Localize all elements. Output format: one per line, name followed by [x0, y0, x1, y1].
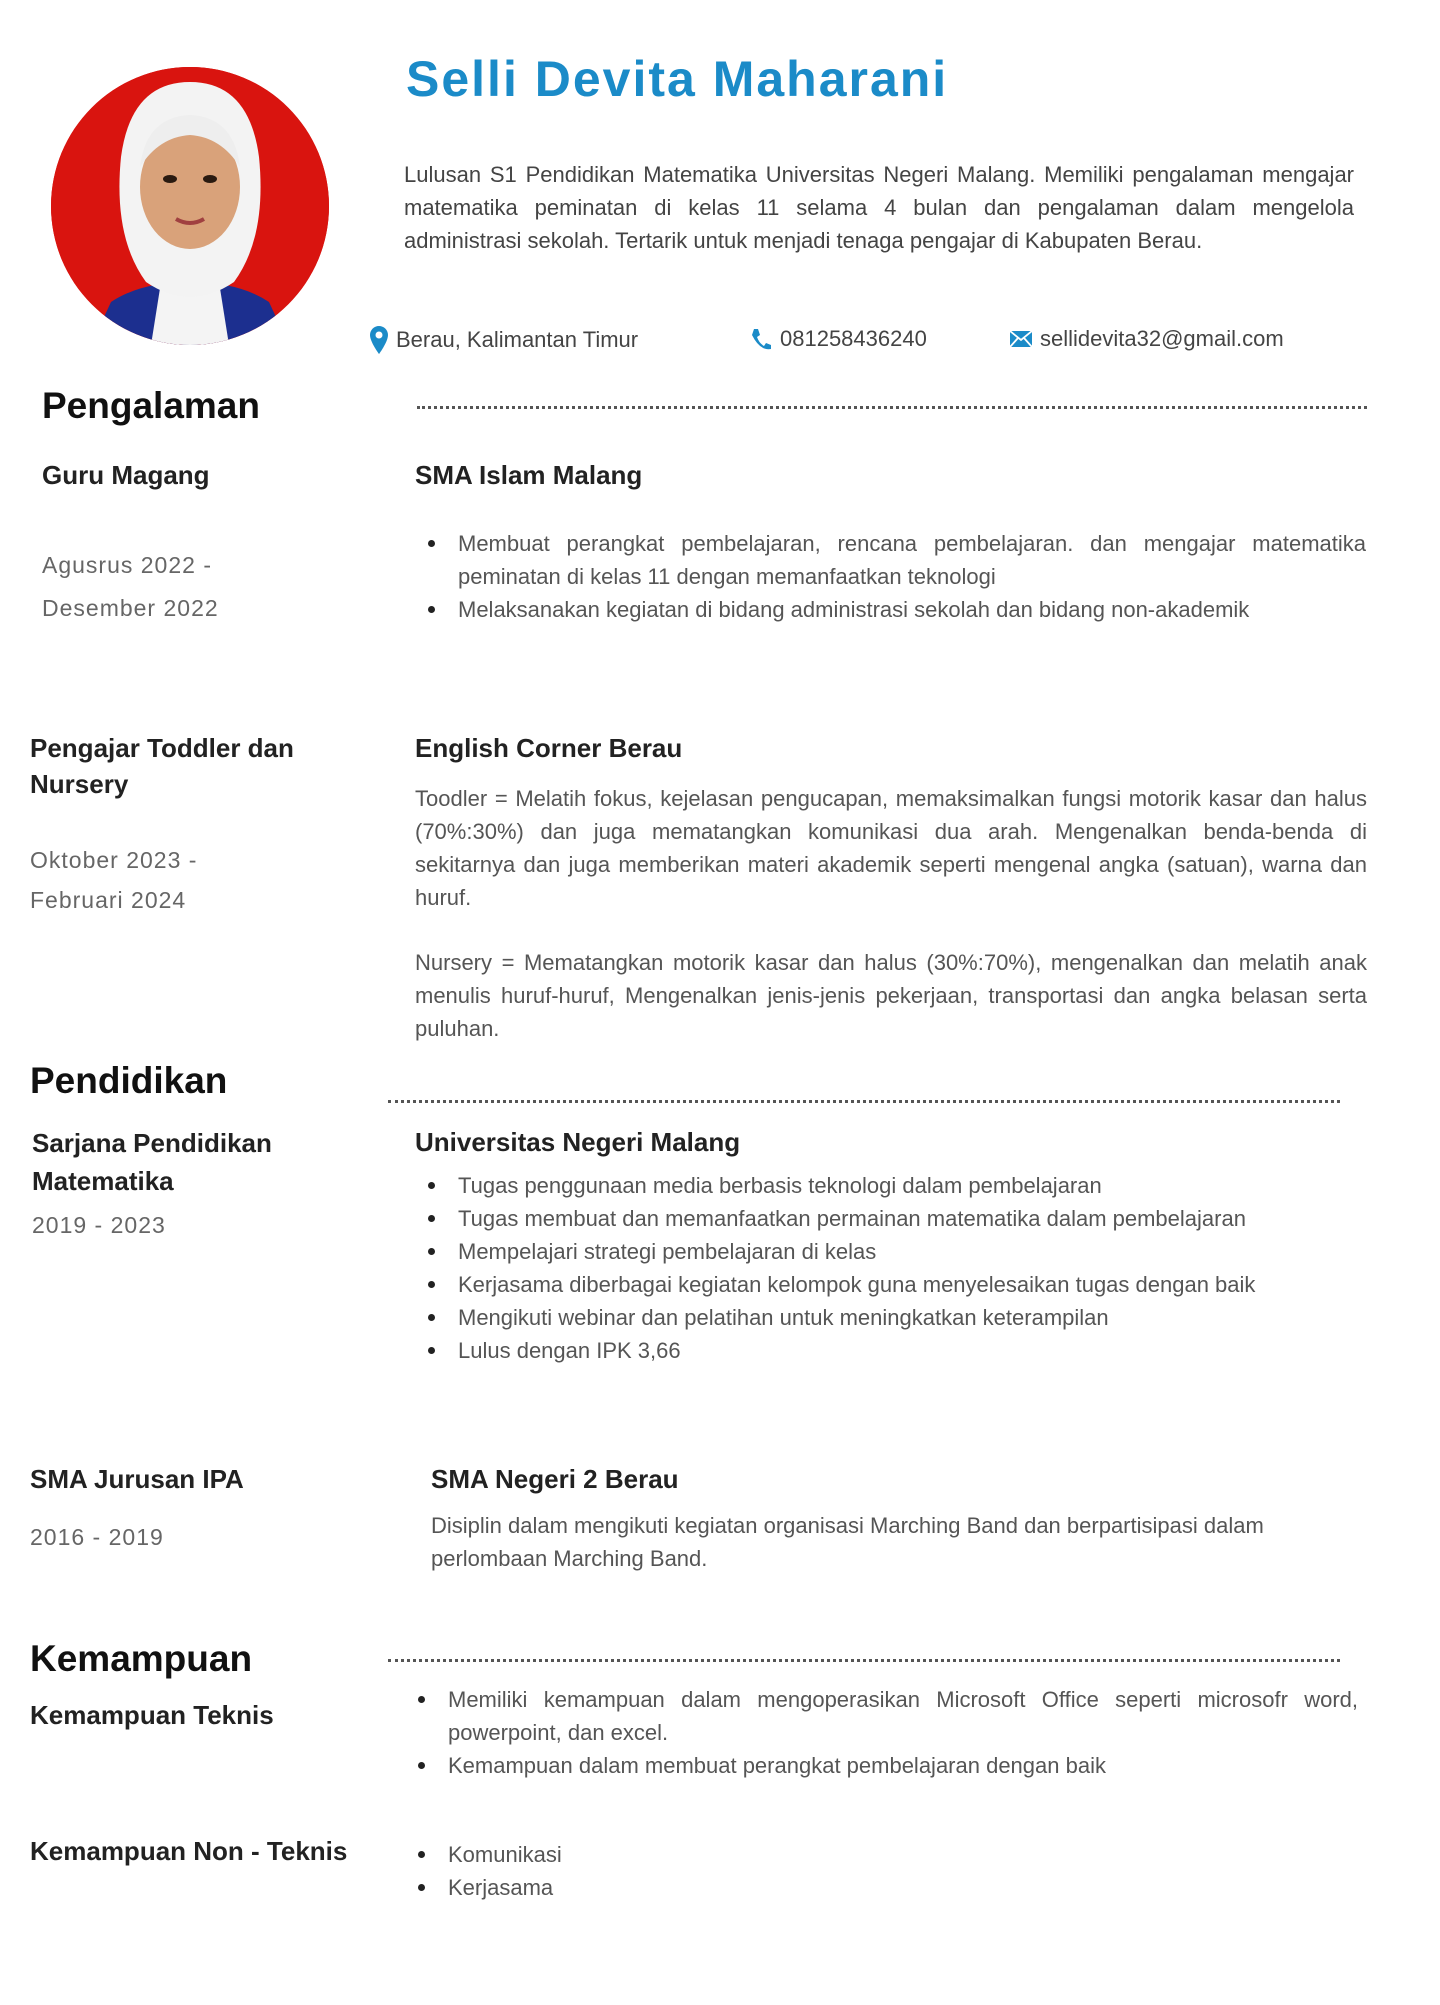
skills-nontechnical-label: Kemampuan Non - Teknis [30, 1836, 348, 1866]
education-years: 2016 - 2019 [30, 1524, 164, 1550]
degree: Sarjana Pendidikan Matematika [32, 1128, 272, 1196]
list-item: Kemampuan dalam membuat perangkat pembelajaran dengan baik [408, 1749, 1358, 1782]
section-divider [417, 406, 1367, 409]
candidate-name: Selli Devita Maharani [406, 51, 949, 107]
profile-photo [51, 67, 329, 345]
email-icon [1010, 331, 1032, 347]
section-title-skills: Kemampuan [30, 1638, 253, 1679]
job-organization: SMA Islam Malang [415, 460, 643, 490]
contact-phone [750, 326, 927, 352]
list-item: Memiliki kemampuan dalam mengoperasikan Microsoft Office seperti microsofr word, powerpoint, dan excel. [408, 1683, 1358, 1749]
list-item: Mengikuti webinar dan pelatihan untuk meningkatkan keterampilan [418, 1301, 1366, 1334]
list-item: Kerjasama diberbagai kegiatan kelompok guna menyelesaikan tugas dengan baik [418, 1268, 1366, 1301]
location-text: Berau, Kalimantan Timur [396, 327, 639, 352]
job-date-end: Februari 2024 [30, 887, 187, 913]
job-description-toddler: Toodler = Melatih fokus, kejelasan pengucapan, memaksimalkan fungsi motorik kasar dan halus (70%:30%) dan juga mematangkan komunikasi dua arah. Mengenalkan benda-benda di sekitarnya dan juga memberikan materi akademik seperti mengenal angka (satuan), warna dan huruf. [415, 786, 1367, 910]
job-bullets [418, 527, 1366, 626]
list-item: Komunikasi [408, 1838, 1358, 1871]
list-item: Tugas penggunaan media berbasis teknologi dalam pembelajaran [418, 1169, 1366, 1202]
section-divider [388, 1659, 1340, 1662]
degree: SMA Jurusan IPA [30, 1464, 244, 1494]
school-name: SMA Negeri 2 Berau [431, 1464, 679, 1494]
phone-text: 081258436240 [780, 326, 927, 351]
list-item: Melaksanakan kegiatan di bidang administrasi sekolah dan bidang non-akademik [418, 593, 1366, 626]
location-pin-icon [370, 326, 388, 354]
email-text[interactable]: sellidevita32@gmail.com [1040, 326, 1284, 351]
nontechnical-skills-list [408, 1838, 1358, 1904]
contact-location [370, 326, 638, 354]
job-role: Pengajar Toddler dan Nursery [30, 733, 294, 799]
school-description: Disiplin dalam mengikuti kegiatan organisasi Marching Band dan berpartisipasi dalam perlombaan Marching Band. [431, 1513, 1264, 1571]
profile-summary: Lulusan S1 Pendidikan Matematika Universitas Negeri Malang. Memiliki pengalaman mengajar matematika peminatan di kelas 11 selama 4 bulan dan pengalaman dalam mengelola administrasi sekolah. Tertarik untuk menjadi tenaga pengajar di Kabupaten Berau. [404, 162, 1354, 253]
list-item: Membuat perangkat pembelajaran, rencana pembelajaran. dan mengajar matematika peminatan di kelas 11 dengan memanfaatkan teknologi [418, 527, 1366, 593]
job-date-start: Agusrus 2022 - [42, 552, 212, 578]
job-description-nursery: Nursery = Mematangkan motorik kasar dan halus (30%:70%), mengenalkan dan melatih anak menulis huruf-huruf, Mengenalkan jenis-jenis pekerjaan, transportasi dan angka belasan serta puluhan. [415, 950, 1367, 1041]
contact-email[interactable] [1010, 326, 1284, 352]
education-bullets [418, 1169, 1366, 1367]
phone-icon [750, 327, 772, 351]
section-title-education: Pendidikan [30, 1060, 228, 1101]
job-role: Guru Magang [42, 460, 210, 490]
list-item: Kerjasama [408, 1871, 1358, 1904]
job-organization: English Corner Berau [415, 733, 683, 763]
technical-skills-list [408, 1683, 1358, 1782]
section-title-experience: Pengalaman [42, 385, 260, 426]
list-item: Tugas membuat dan memanfaatkan permainan matematika dalam pembelajaran [418, 1202, 1366, 1235]
section-divider [388, 1100, 1340, 1103]
list-item: Mempelajari strategi pembelajaran di kelas [418, 1235, 1366, 1268]
list-item: Lulus dengan IPK 3,66 [418, 1334, 1366, 1367]
school-name: Universitas Negeri Malang [415, 1127, 741, 1157]
job-date-end: Desember 2022 [42, 595, 219, 621]
job-date-start: Oktober 2023 - [30, 847, 198, 873]
education-years: 2019 - 2023 [32, 1212, 166, 1238]
skills-technical-label: Kemampuan Teknis [30, 1700, 274, 1730]
